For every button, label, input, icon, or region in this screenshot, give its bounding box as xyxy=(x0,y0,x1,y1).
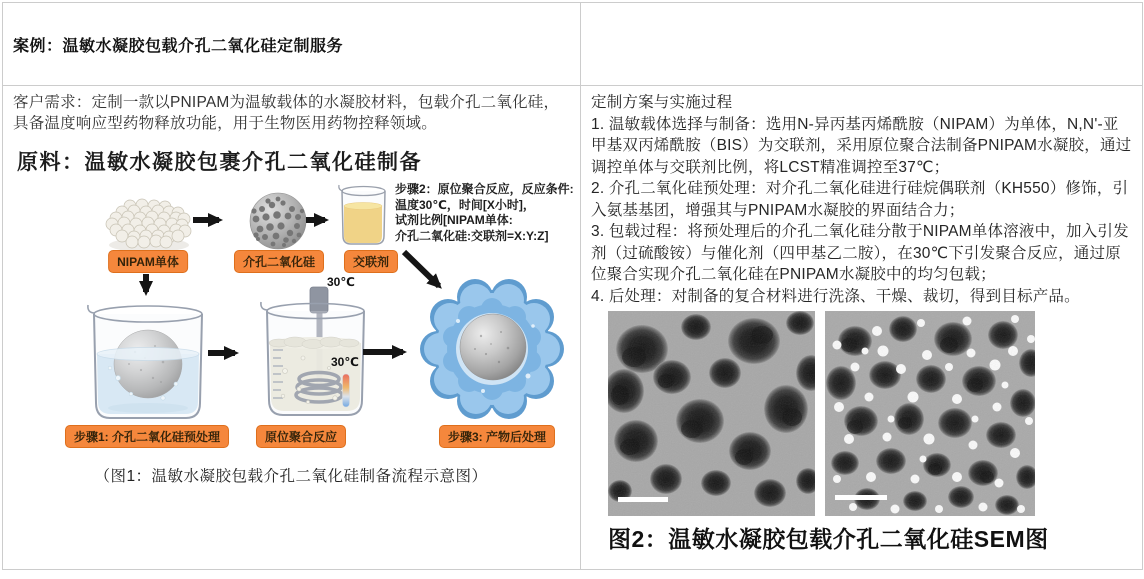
label-nipam-monomer: NIPAM单体 xyxy=(108,250,188,273)
plan-item-3: 3. 包载过程：将预处理后的介孔二氧化硅分散于NIPAM单体溶液中，加入引发剂（过硫酸铵）与催化剂（四甲基乙二胺），在30℃下引发聚合反应，通过原位聚合实现介孔二氧化硅在PNIPAM水凝胶中的均匀包载； xyxy=(591,223,1129,283)
figure2-caption: 图2：温敏水凝胶包载介孔二氧化硅SEM图 xyxy=(608,526,1049,552)
plan-item-4: 4. 后处理：对制备的复合材料进行洗涤、干燥、裁切，得到目标产品。 xyxy=(591,287,1080,305)
figure1-process-diagram xyxy=(13,146,574,494)
mesoporous-silica-sphere-icon xyxy=(250,193,306,249)
step2-note-line: 介孔二氧化硅:交联剂=X:Y:Z] xyxy=(395,228,549,243)
case-study-table xyxy=(2,2,1143,570)
left-column-cell xyxy=(3,85,580,569)
crosslinker-beaker-icon xyxy=(339,185,385,244)
arrow-diagonal-icon xyxy=(404,252,439,286)
pretreatment-beaker-icon xyxy=(88,305,202,418)
figure1-caption: （图1：温敏水凝胶包载介孔二氧化硅制备流程示意图） xyxy=(94,468,488,485)
hydrogel-product-icon xyxy=(420,279,564,419)
step2-reaction-note xyxy=(395,182,574,244)
label-mesoporous-silica: 介孔二氧化硅 xyxy=(234,250,324,273)
sem-panel-left xyxy=(608,311,815,516)
label-crosslinker: 交联剂 xyxy=(344,250,398,273)
plan-item-2: 2. 介孔二氧化硅预处理：对介孔二氧化硅进行硅烷偶联剂（KH550）修饰，引入氨基基团，增强其与PNIPAM水凝胶的界面结合力； xyxy=(591,180,1129,219)
header-empty-cell xyxy=(580,3,1142,85)
temperature-label-top: 30℃ xyxy=(327,275,355,289)
label-in-situ-polymerization: 原位聚合反应 xyxy=(256,425,346,448)
plan-item-1: 1. 温敏载体选择与制备：选用N-异丙基丙烯酰胺（NIPAM）为单体，N,N'-亚甲基双丙烯酰胺（BIS）为交联剂，采用原位聚合法制备PNIPAM水凝胶，通过调控单体与交联剂比例，将LCST精准调控至37℃； xyxy=(591,115,1132,176)
plan-title: 定制方案与实施过程 xyxy=(591,94,733,111)
header-title-cell xyxy=(3,3,580,85)
scale-bar xyxy=(835,495,887,500)
step2-note-line: 试剂比例[NIPAM单体: xyxy=(395,213,513,227)
right-column-cell xyxy=(580,85,1142,569)
polymerization-beaker-icon xyxy=(261,287,364,415)
customer-requirement-text: 客户需求：定制一款以PNIPAM为温敏载体的水凝胶材料，包载介孔二氧化硅，具备温度响应型药物释放功能，用于生物医用药物控释领域。 xyxy=(13,94,560,132)
sem-panel-right xyxy=(825,311,1035,516)
step2-note-line: 步骤2：原位聚合反应，反应条件: xyxy=(395,182,574,196)
temperature-label-inner: 30℃ xyxy=(331,355,359,369)
label-step1-pretreatment: 步骤1: 介孔二氧化硅预处理 xyxy=(65,425,229,448)
label-step3-post-processing: 步骤3: 产物后处理 xyxy=(439,425,555,448)
nipam-monomer-cluster-icon xyxy=(106,199,191,252)
sem-panels xyxy=(608,311,1036,516)
figure2-sem xyxy=(608,311,1049,554)
figure1-heading: 原料：温敏水凝胶包裹介孔二氧化硅制备 xyxy=(17,151,422,174)
scale-bar xyxy=(618,497,668,502)
page-title: 案例：温敏水凝胶包载介孔二氧化硅定制服务 xyxy=(13,37,344,55)
step2-note-line: 温度30℃，时间[X小时]， xyxy=(395,197,535,212)
